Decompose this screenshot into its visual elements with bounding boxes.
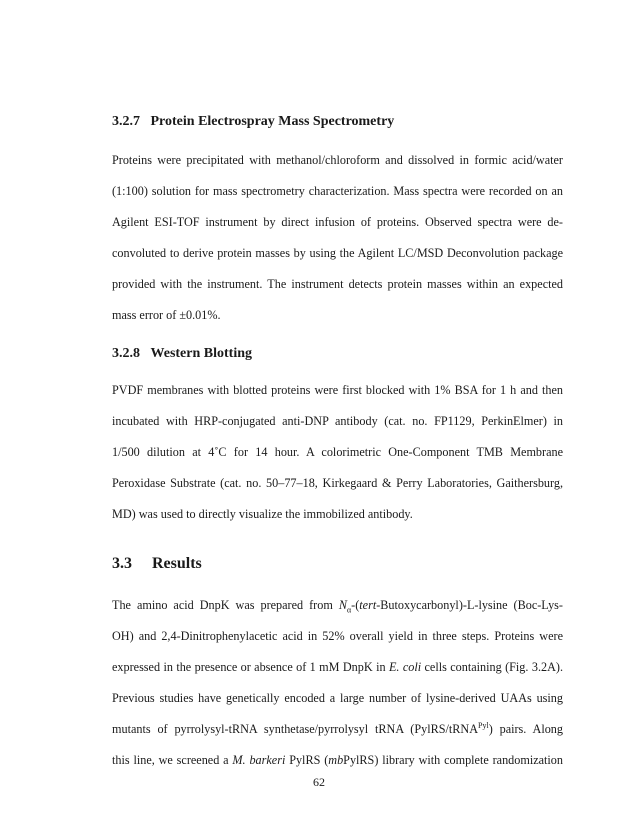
text-line: Previous studies have genetically encoded a large number of lysine-derived UAAs using xyxy=(112,691,563,705)
text-line: OH) and 2,4-Dinitrophenylacetic acid in 52% overall yield in three steps. Proteins were xyxy=(112,629,563,643)
section-heading-3-2-7 xyxy=(112,114,394,130)
text-line: convoluted to derive protein masses by using the Agilent LC/MSD Deconvolution package xyxy=(112,246,563,260)
text-line: PVDF membranes with blotted proteins were first blocked with 1% BSA for 1 h and then xyxy=(112,383,563,397)
text-run: The amino acid DnpK was prepared from xyxy=(112,598,339,612)
text-run: expressed in the presence or absence of 1 mM DnpK in xyxy=(112,660,389,674)
paragraph-results xyxy=(112,590,563,776)
text-line: Proteins were precipitated with methanol/chloroform and dissolved in formic acid/water xyxy=(112,153,563,167)
italic-run: N xyxy=(338,598,347,612)
text-line xyxy=(112,652,563,683)
section-title: Results xyxy=(152,555,202,572)
text-line: 1/500 dilution at 4˚C for 14 hour. A colorimetric One-Component TMB Membrane xyxy=(112,445,563,459)
italic-run: mb xyxy=(328,753,344,767)
italic-run: E. coli xyxy=(388,660,422,674)
section-number: 3.2.7 xyxy=(112,114,140,129)
text-run: this line, we screened a xyxy=(112,753,233,767)
text-line xyxy=(112,590,563,621)
section-number: 3.2.8 xyxy=(112,346,140,361)
superscript-pyl: Pyl xyxy=(478,720,489,730)
text-run: -Butoxycarbonyl)-L-lysine (Boc-Lys- xyxy=(376,598,563,612)
text-line: Agilent ESI-TOF instrument by direct infusion of proteins. Observed spectra were de- xyxy=(112,215,563,229)
section-heading-3-2-8 xyxy=(112,346,252,362)
text-line: mass error of ±0.01%. xyxy=(112,308,221,322)
text-run: PylRS ( xyxy=(285,753,329,767)
italic-run: tert xyxy=(359,598,377,612)
text-run: PylRS) library with complete randomization xyxy=(343,753,563,767)
paragraph-western-blotting xyxy=(112,375,563,530)
text-line: MD) was used to directly visualize the immobilized antibody. xyxy=(112,507,413,521)
paragraph-mass-spectrometry xyxy=(112,145,563,331)
italic-run: M. barkeri xyxy=(232,753,286,767)
page-number: 62 xyxy=(313,775,325,789)
text-run: ) pairs. Along xyxy=(488,722,563,736)
text-line xyxy=(112,714,563,745)
text-line: incubated with HRP-conjugated anti-DNP antibody (cat. no. FP1129, PerkinElmer) in xyxy=(112,414,563,428)
text-line xyxy=(112,745,563,776)
text-line: (1:100) solution for mass spectrometry characterization. Mass spectra were recorded on an xyxy=(112,184,563,198)
section-title: Protein Electrospray Mass Spectrometry xyxy=(150,114,395,129)
text-line: provided with the instrument. The instrument detects protein masses within an expected xyxy=(112,277,563,291)
section-number: 3.3 xyxy=(112,555,132,572)
section-title: Western Blotting xyxy=(150,346,252,361)
text-run: -( xyxy=(351,598,360,612)
text-run: cells containing (Fig. 3.2A). xyxy=(421,660,563,674)
section-heading-3-3 xyxy=(112,555,202,573)
text-line: Peroxidase Substrate (cat. no. 50–77–18, Kirkegaard & Perry Laboratories, Gaithersburg, xyxy=(112,476,563,490)
subscript-alpha: α xyxy=(346,605,352,615)
text-run: mutants of pyrrolysyl-tRNA synthetase/pyrrolysyl tRNA (PylRS/tRNA xyxy=(112,722,479,736)
